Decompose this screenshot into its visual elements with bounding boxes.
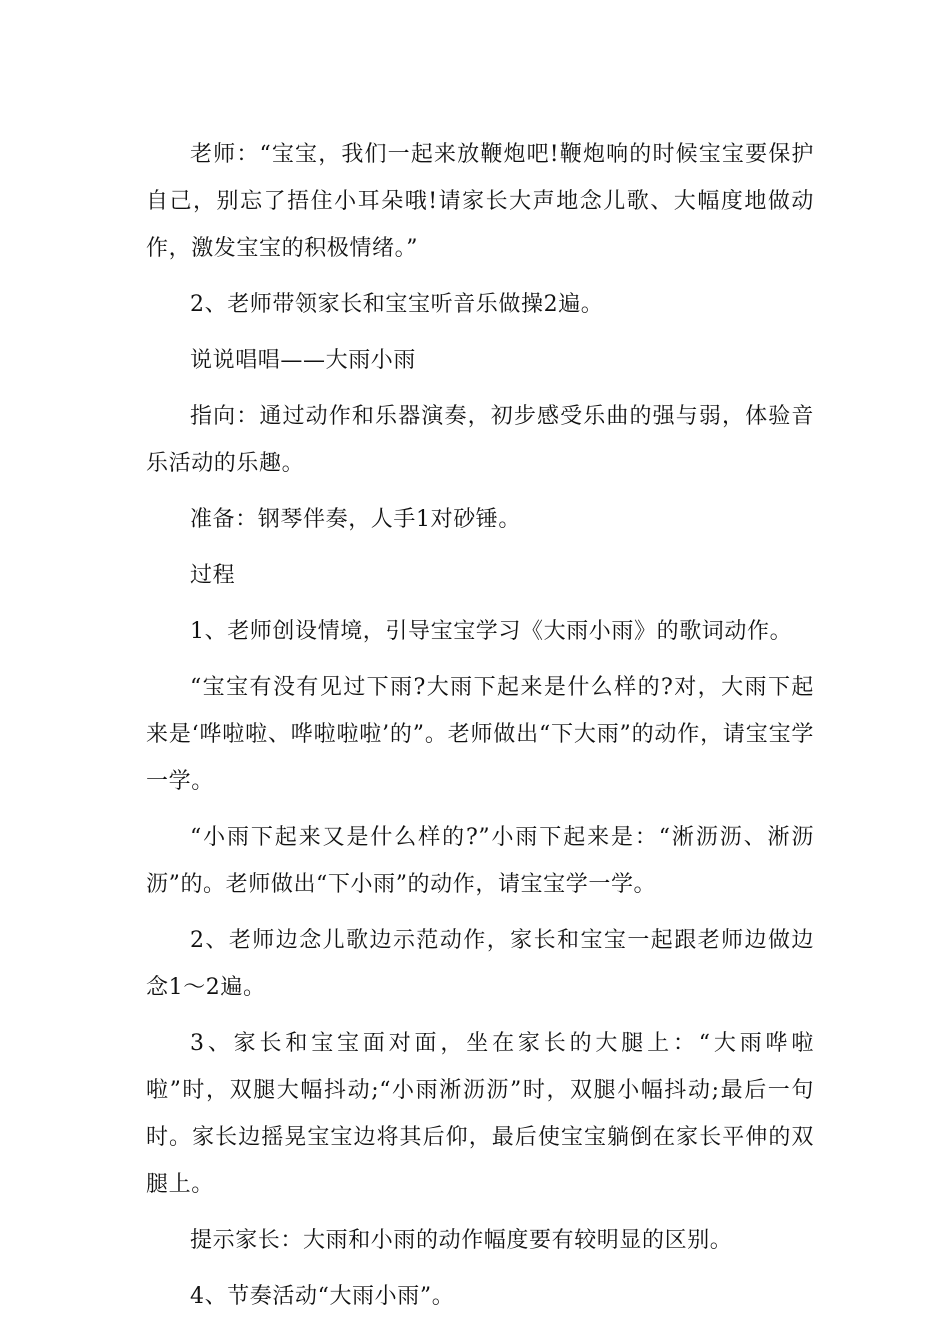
paragraph-step-3: 3、家长和宝宝面对面，坐在家长的大腿上：“大雨哗啦啦”时，双腿大幅抖动;“小雨淅沥沥”时，双腿小幅抖动;最后一句时。家长边摇晃宝宝边将其后仰，最后使宝宝躺倒在家长平伸的双腿上。 — [146, 1031, 814, 1197]
paragraph-objective: 指向：通过动作和乐器演奏，初步感受乐曲的强与弱，体验音乐活动的乐趣。 — [146, 404, 814, 476]
section-heading-big-rain-small-rain: 说说唱唱——大雨小雨 — [190, 348, 417, 373]
paragraph-exercise-music: 2、老师带领家长和宝宝听音乐做操2遍。 — [190, 292, 604, 317]
paragraph-preparation: 准备：钢琴伴奏，人手1对砂锤。 — [190, 507, 521, 532]
document-body — [146, 131, 814, 1329]
paragraph-parent-tip: 提示家长：大雨和小雨的动作幅度要有较明显的区别。 — [190, 1228, 733, 1253]
paragraph-step-2: 2、老师边念儿歌边示范动作，家长和宝宝一起跟老师边做边念1～2遍。 — [146, 928, 814, 1000]
paragraph-big-rain-dialogue: “宝宝有没有见过下雨?大雨下起来是什么样的?对，大雨下起来是‘哗啦啦、哗啦啦啦’的”。老师做出“下大雨”的动作，请宝宝学一学。 — [146, 675, 814, 794]
paragraph-step-4: 4、节奏活动“大雨小雨”。 — [190, 1284, 455, 1309]
paragraph-teacher-firecracker: 老师：“宝宝，我们一起来放鞭炮吧!鞭炮响的时候宝宝要保护自己，别忘了捂住小耳朵哦!请家长大声地念儿歌、大幅度地做动作，激发宝宝的积极情绪。” — [146, 142, 814, 261]
paragraph-step-1: 1、老师创设情境，引导宝宝学习《大雨小雨》的歌词动作。 — [190, 619, 793, 644]
paragraph-small-rain-dialogue: “小雨下起来又是什么样的?”小雨下起来是：“淅沥沥、淅沥沥”的。老师做出“下小雨”的动作，请宝宝学一学。 — [146, 825, 814, 897]
section-heading-process: 过程 — [190, 563, 236, 588]
